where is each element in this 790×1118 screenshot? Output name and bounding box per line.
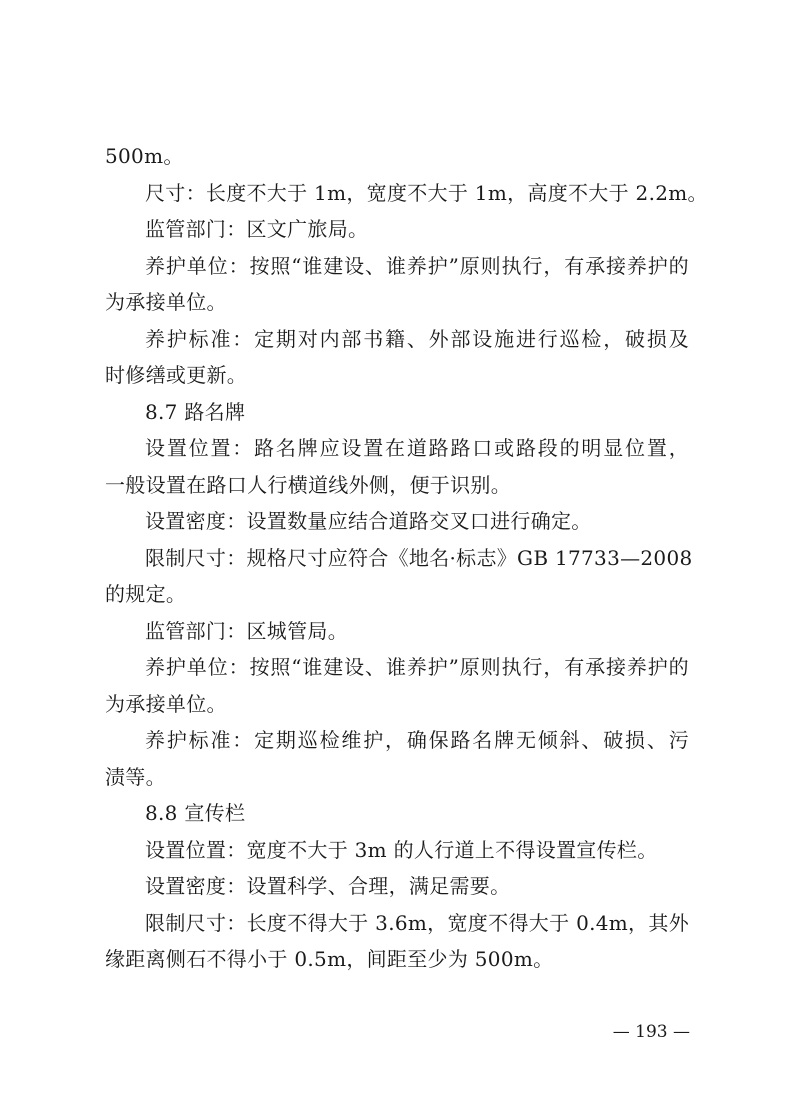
text-line: 尺寸：长度不大于 1m，宽度不大于 1m，高度不大于 2.2m。 <box>145 180 708 205</box>
text-line: 养护单位：按照“谁建设、谁养护”原则执行，有承接养护的 <box>145 253 689 278</box>
text-line: 监管部门：区城管局。 <box>145 618 348 643</box>
text-line: 设置位置：宽度不大于 3m 的人行道上不得设置宣传栏。 <box>145 837 658 862</box>
section-heading: 8.8 宣传栏 <box>145 801 246 825</box>
page-number: — 193 — <box>612 1022 690 1042</box>
text-line: 监管部门：区文广旅局。 <box>145 217 369 241</box>
text-line: 为承接单位。 <box>105 691 227 716</box>
text-line: 设置密度：设置科学、合理，满足需要。 <box>145 874 511 898</box>
text-line: 设置位置：路名牌应设置在道路路口或路段的明显位置， <box>145 436 689 460</box>
text-line: 一般设置在路口人行横道线外侧，便于识别。 <box>105 472 511 497</box>
text-line: 养护标准：定期巡检维护，确保路名牌无倾斜、破损、污 <box>145 728 689 752</box>
text-line: 渍等。 <box>105 764 166 789</box>
document-body <box>105 138 708 978</box>
section-heading: 8.7 路名牌 <box>145 399 246 424</box>
text-line: 限制尺寸：长度不得大于 3.6m，宽度不得大于 0.4m，其外 <box>145 910 689 935</box>
text-line: 的规定。 <box>105 582 187 606</box>
text-line: 限制尺寸：规格尺寸应符合《地名·标志》GB 17733—2008 <box>145 545 693 570</box>
text-line: 养护标准：定期对内部书籍、外部设施进行巡检，破损及 <box>145 326 689 351</box>
text-line: 缘距离侧石不得小于 0.5m，间距至少为 500m。 <box>105 947 554 971</box>
text-line: 时修缮或更新。 <box>105 363 248 387</box>
text-line: 500m。 <box>105 144 184 168</box>
text-line: 养护单位：按照“谁建设、谁养护”原则执行，有承接养护的 <box>145 655 689 679</box>
text-line: 设置密度：设置数量应结合道路交叉口进行确定。 <box>145 509 592 533</box>
text-line: 为承接单位。 <box>105 290 227 314</box>
